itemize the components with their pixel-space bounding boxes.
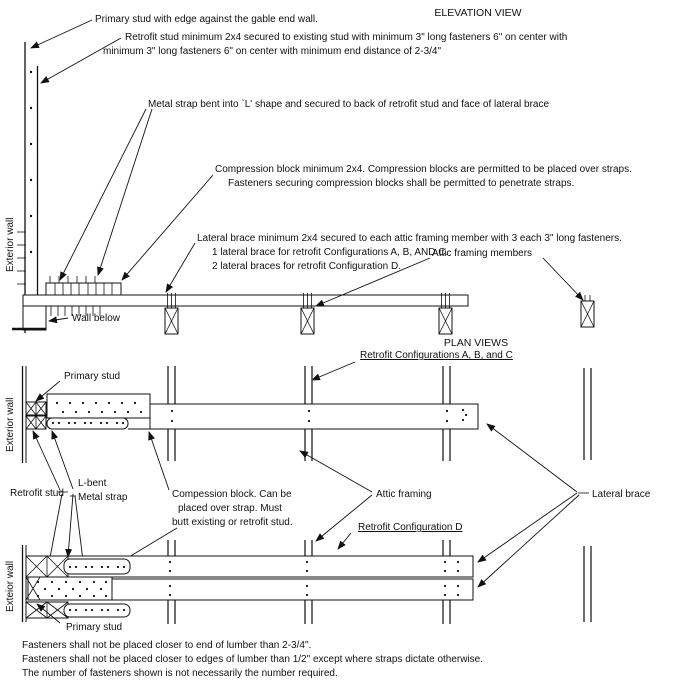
plan-view-abc bbox=[5, 366, 591, 463]
compression-label-line1: Compession block. Can be bbox=[172, 489, 292, 500]
l-bent-label: L-bent bbox=[78, 478, 107, 489]
note-lateral-brace-line3: 2 lateral braces for retrofit Configuration D. bbox=[212, 261, 401, 272]
note-wall-below: Wall below bbox=[72, 313, 120, 324]
plan-view-d bbox=[5, 540, 591, 633]
lateral-brace-label: Lateral brace bbox=[592, 489, 651, 500]
wall-below-drawing bbox=[12, 306, 46, 330]
elevation-view bbox=[5, 7, 632, 334]
note-retrofit-stud-line1: Retrofit stud minimum 2x4 secured to existing stud with minimum 3" long fasteners 6" on center with bbox=[125, 32, 568, 43]
note-attic-members: Attic framing members bbox=[432, 248, 533, 259]
gable-wall-studs bbox=[17, 42, 38, 333]
retrofit-stud-label: Retrofit stud bbox=[10, 488, 64, 499]
plan-views bbox=[5, 337, 651, 633]
footnote-3: The number of fasteners shown is not necessarily the number required. bbox=[22, 668, 338, 679]
compression-label-line2: placed over strap. Must bbox=[178, 503, 282, 514]
note-metal-strap: Metal strap bent into `L' shape and secured to back of retrofit stud and face of lateral brace bbox=[148, 99, 550, 110]
plan-d-primary-stud-label: Primary stud bbox=[66, 622, 123, 633]
compression-block-top-plan bbox=[47, 394, 150, 418]
config-d-label: Retrofit Configuration D bbox=[358, 522, 463, 533]
primary-stud-section-top bbox=[26, 402, 46, 429]
attic-framing-label: Attic framing bbox=[376, 489, 432, 500]
compression-blocks-elevation bbox=[46, 276, 121, 295]
note-lateral-brace-line2: 1 lateral brace for retrofit Configurations A, B, AND C. bbox=[212, 247, 449, 258]
note-retrofit-stud-line2: minimum 3" long fasteners 6" on center with minimum end distance of 2-3/4" bbox=[103, 46, 442, 57]
plan-d-exterior-wall-label: Exteior wall bbox=[5, 560, 16, 612]
primary-stud-section-d-lower bbox=[26, 602, 68, 618]
compression-label-line3: butt existing or retrofit stud. bbox=[172, 517, 293, 528]
footnote-1: Fasteners shall not be placed closer to end of lumber than 2-3/4". bbox=[22, 640, 312, 651]
note-lateral-brace-line1: Lateral brace minimum 2x4 secured to each attic framing member with 3 each 3" long fasteners. bbox=[197, 233, 622, 244]
note-compression-line1: Compression block minimum 2x4. Compression blocks are permitted to be placed over straps. bbox=[215, 164, 632, 175]
metal-strap-d-lower bbox=[64, 604, 130, 617]
primary-stud-section-d-upper bbox=[26, 556, 68, 577]
elevation-exterior-wall-label: Exterior wall bbox=[5, 217, 16, 272]
elevation-title: ELEVATION VIEW bbox=[434, 7, 522, 19]
config-abc-label: Retrofit Configurations A, B, and C bbox=[360, 350, 513, 361]
plan-abc-exterior-wall-label: Exterior wall bbox=[5, 397, 16, 452]
footnotes bbox=[22, 640, 483, 679]
footnote-2: Fasteners shall not be placed closer to edges of lumber than 1/2" except where straps dictate otherwise. bbox=[22, 654, 484, 665]
metal-strap-label: Metal strap bbox=[78, 492, 128, 503]
plan-title: PLAN VIEWS bbox=[443, 337, 509, 349]
metal-strap-d-upper bbox=[64, 559, 130, 574]
plan-abc-primary-stud-label: Primary stud bbox=[64, 371, 121, 382]
note-primary-stud: Primary stud with edge against the gable end wall. bbox=[95, 14, 318, 25]
note-compression-line2: Fasteners securing compression blocks shall be permitted to penetrate straps. bbox=[228, 178, 575, 189]
lateral-brace-top-plan bbox=[150, 404, 478, 429]
